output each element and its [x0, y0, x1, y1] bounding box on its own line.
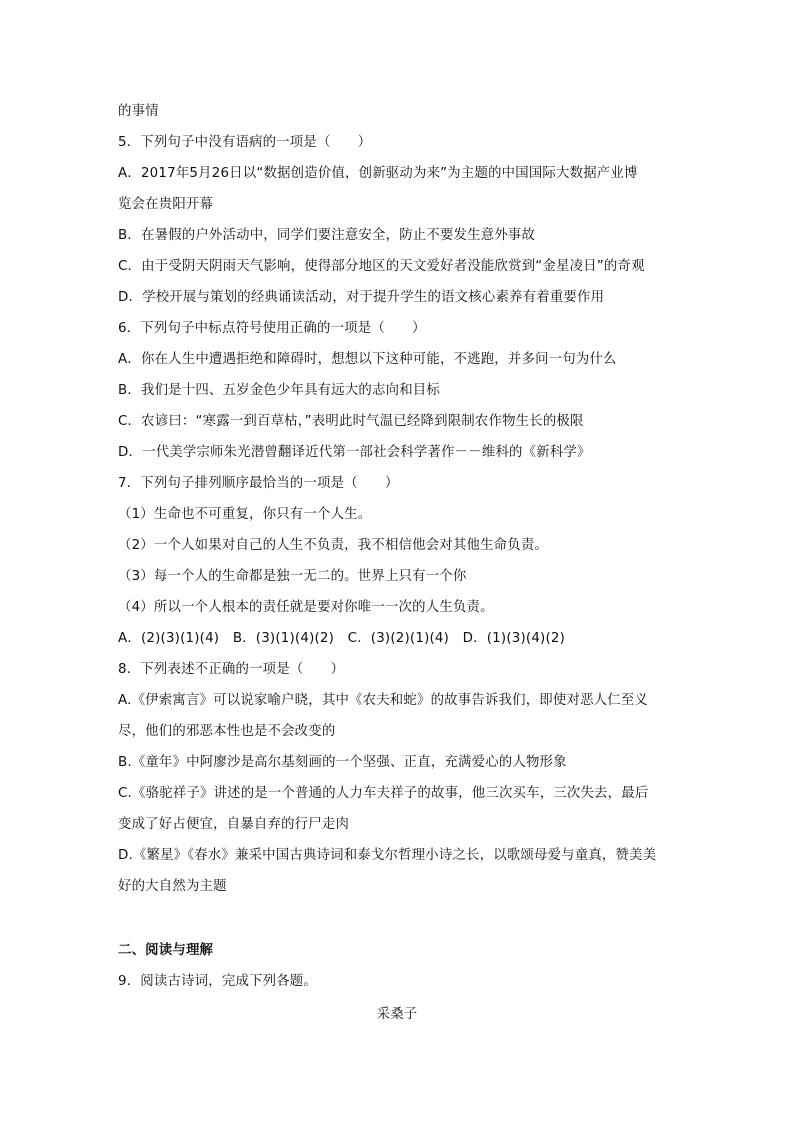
q5-option-d: D．学校开展与策划的经典诵读活动，对于提升学生的语文核心素养有着重要作用: [118, 290, 605, 305]
question-6: 6．下列句子中标点符号使用正确的一项是（ ）: [118, 321, 426, 336]
q7-sentence-4: （4）所以一个人根本的责任就是要对你唯一一次的人生负责。: [118, 600, 494, 615]
q6-option-b: B．我们是十四、五岁金色少年具有远大的志向和目标: [118, 383, 440, 398]
text-line: 览会在贵阳开幕: [118, 197, 214, 212]
q5-option-c: C．由于受阴天阴雨天气影响，使得部分地区的天文爱好者没能欣赏到“金星凌日”的奇观: [118, 259, 645, 274]
q6-option-a: A．你在人生中遭遇拒绝和障碍时，想想以下这种可能，不逃跑，并多问一句为什么: [118, 352, 617, 367]
q6-option-d: D．一代美学宗师朱光潜曾翻译近代第一部社会科学著作－－维科的《新科学》: [118, 445, 591, 460]
question-8: 8．下列表述不正确的一项是（ ）: [118, 662, 345, 677]
q8-option-b: B.《童年》中阿廖沙是高尔基刻画的一个坚强、正直，充满爱心的人物形象: [118, 755, 567, 770]
text-line: 的事情: [118, 104, 159, 119]
q6-option-c: C．农谚曰：“寒露一到百草枯，”表明此时气温已经降到限制农作物生长的极限: [118, 414, 584, 429]
q7-sentence-2: （2）一个人如果对自己的人生不负责，我不相信他会对其他生命负责。: [118, 538, 549, 553]
poem-title: 采桑子: [376, 1007, 418, 1022]
q8-option-a: A.《伊索寓言》可以说家喻户晓，其中《农夫和蛇》的故事告诉我们，即使对恶人仁至义: [118, 693, 649, 708]
question-9: 9．阅读古诗词，完成下列各题。: [118, 974, 317, 989]
text-line: 好的大自然为主题: [118, 879, 227, 894]
question-7: 7．下列句子排列顺序最恰当的一项是（ ）: [118, 476, 399, 491]
q8-option-c: C.《骆驼祥子》讲述的是一个普通的人力车夫祥子的故事，他三次买车，三次失去，最后: [118, 786, 649, 801]
text-line: 变成了好占便宜，自暴自弃的行尸走肉: [118, 817, 350, 832]
q8-option-d: D.《繁星》《春水》兼采中国古典诗词和泰戈尔哲理小诗之长，以歌颂母爱与童真，赞美美: [118, 848, 657, 863]
q7-sentence-3: （3）每一个人的生命都是独一无二的。世界上只有一个你: [118, 569, 467, 584]
text-line: 尽，他们的邪恶本性也是不会改变的: [118, 724, 336, 739]
q5-option-b: B．在暑假的户外活动中，同学们要注意安全，防止不要发生意外事故: [118, 228, 536, 243]
q5-option-a: A．2017年5月26日以“数据创造价值，创新驱动为来”为主题的中国国际大数据产业博: [118, 166, 638, 181]
q7-options: A．(2)(3)(1)(4) B．(3)(1)(4)(2) C．(3)(2)(1)(4) D．(1)(3)(4)(2): [118, 631, 566, 646]
q7-sentence-1: （1）生命也不可重复，你只有一个人生。: [118, 507, 372, 522]
section-title: 二、阅读与理解: [118, 943, 214, 958]
question-5: 5．下列句子中没有语病的一项是（ ）: [118, 135, 372, 150]
